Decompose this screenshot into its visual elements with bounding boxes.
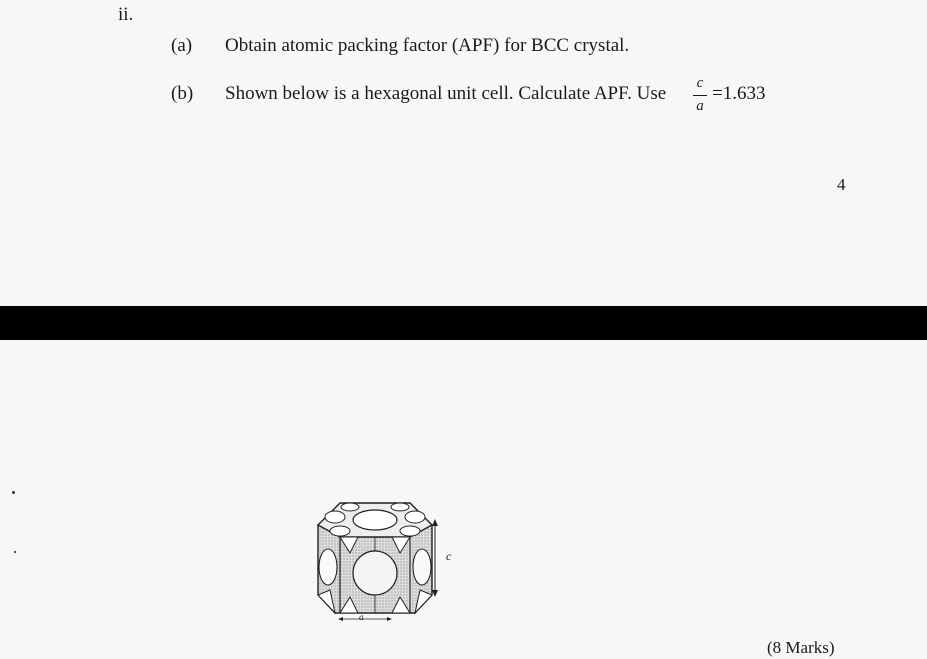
- marks-part-a: 4: [837, 175, 846, 194]
- part-b-text: Shown below is a hexagonal unit cell. Calculate APF. Use: [225, 83, 667, 104]
- redaction-band: [0, 306, 927, 340]
- ratio-numerator: c: [696, 75, 704, 91]
- part-a-label: (a): [171, 35, 193, 56]
- total-marks: (8 Marks): [767, 638, 835, 657]
- ratio-fraction: [690, 76, 710, 114]
- c-dimension-label: c: [446, 549, 452, 563]
- ratio-value: =1.633: [712, 83, 766, 104]
- part-b-label: (b): [171, 83, 194, 104]
- fraction-bar: [693, 95, 707, 96]
- a-dimension-label: a: [359, 612, 364, 622]
- hcp-unit-cell-figure: [310, 495, 460, 630]
- scan-speck: [14, 551, 16, 553]
- scan-speck: [12, 491, 15, 494]
- part-a-text: Obtain atomic packing factor (APF) for BCC crystal.: [225, 35, 630, 56]
- question-number: ii.: [118, 4, 134, 25]
- ratio-denominator: a: [696, 98, 704, 114]
